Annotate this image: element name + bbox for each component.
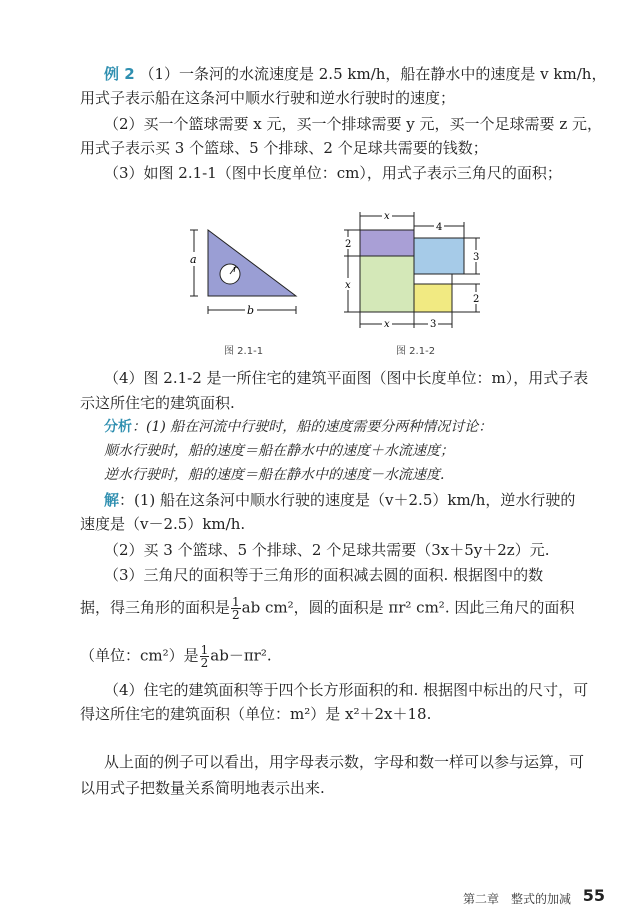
room-blue bbox=[414, 238, 464, 274]
chapter-footer: 第二章 整式的加减 bbox=[462, 892, 571, 906]
room-yellow bbox=[414, 284, 452, 312]
solution-s4-a: （4）住宅的建筑面积等于四个长方形面积的和. 根据图中标出的尺寸，可 bbox=[104, 681, 589, 699]
example-p1-a: （1）一条河的水流速度是 2.5 km/h，船在静水中的速度是 v km/h， bbox=[139, 65, 607, 83]
label-right-3: 3 bbox=[473, 252, 480, 263]
frac-denominator: 2 bbox=[232, 608, 240, 622]
analysis-label: 分析 bbox=[104, 419, 132, 435]
example-p3: （3）如图 2.1-1（图中长度单位：cm），用式子表示三角尺的面积； bbox=[104, 164, 562, 182]
example-p1-b: 用式子表示船在这条河中顺水行驶和逆水行驶时的速度； bbox=[80, 89, 456, 107]
page-number: 55 bbox=[582, 886, 605, 905]
triangle-shape bbox=[208, 230, 296, 296]
example-line-1 bbox=[104, 64, 606, 84]
room-purple bbox=[360, 230, 414, 256]
summary-b: 以用式子把数量关系简明地表示出来. bbox=[80, 779, 325, 797]
frac-numerator: 1 bbox=[232, 595, 240, 609]
figure-triangle-ruler bbox=[180, 222, 310, 320]
example-p2-b: 用式子表示买 3 个篮球、5 个排球、2 个足球共需要的钱数； bbox=[80, 139, 488, 157]
label-top-4: 4 bbox=[436, 222, 443, 233]
label-bottom-x: x bbox=[384, 319, 390, 330]
solution-s3-b-post: ab cm²，圆的面积是 πr² cm². 因此三角尺的面积 bbox=[241, 598, 575, 617]
label-left-2: 2 bbox=[345, 239, 352, 250]
label-top-x: x bbox=[384, 211, 390, 222]
solution-s3-c bbox=[80, 644, 272, 669]
analysis-l3: 逆水行驶时，船的速度＝船在静水中的速度－水流速度. bbox=[104, 467, 445, 483]
solution-line-1 bbox=[104, 490, 575, 510]
analysis-line-1 bbox=[104, 417, 492, 437]
solution-label: 解 bbox=[104, 491, 120, 509]
solution-s4-b: 得这所住宅的建筑面积（单位：m²）是 x²＋2x＋18. bbox=[80, 705, 432, 723]
fraction-one-half bbox=[231, 596, 241, 621]
fraction-one-half bbox=[200, 644, 210, 669]
analysis-l2: 顺水行驶时，船的速度＝船在静水中的速度＋水流速度； bbox=[104, 443, 454, 459]
example-p4-a: （4）图 2.1-2 是一所住宅的建筑平面图（图中长度单位：m），用式子表 bbox=[104, 369, 589, 387]
figure-floor-plan bbox=[336, 206, 496, 336]
figure-1-caption: 图 2.1-1 bbox=[224, 346, 264, 357]
example-label: 例 2 bbox=[104, 65, 135, 83]
solution-s2: （2）买 3 个篮球、5 个排球、2 个足球共需要（3x＋5y＋2z）元. bbox=[104, 541, 550, 559]
label-right-2: 2 bbox=[473, 294, 480, 305]
example-p2-a: （2）买一个篮球需要 x 元，买一个排球需要 y 元，买一个足球需要 z 元， bbox=[104, 115, 602, 133]
label-b: b bbox=[247, 304, 255, 317]
room-white-gap bbox=[414, 274, 452, 284]
solution-s3-a: （3）三角尺的面积等于三角形的面积减去圆的面积. 根据图中的数 bbox=[104, 566, 544, 584]
frac-denominator: 2 bbox=[200, 656, 209, 670]
solution-s3-b bbox=[80, 596, 574, 621]
solution-s3-c-post: ab－πr². bbox=[210, 646, 272, 665]
analysis-l1: ：(1) 船在河流中行驶时，船的速度需要分两种情况讨论： bbox=[132, 419, 493, 435]
room-green bbox=[360, 256, 414, 312]
label-bottom-3: 3 bbox=[430, 319, 437, 330]
solution-s1-a: ：(1) 船在这条河中顺水行驶的速度是（v＋2.5）km/h，逆水行驶的 bbox=[119, 491, 576, 509]
solution-s3-c-pre: （单位：cm²）是 bbox=[80, 646, 199, 665]
solution-s3-b-pre: 据，得三角形的面积是 bbox=[80, 598, 231, 617]
figure-2-caption: 图 2.1-2 bbox=[396, 346, 436, 357]
example-p4-b: 示这所住宅的建筑面积. bbox=[80, 394, 235, 412]
solution-s1-b: 速度是（v－2.5）km/h. bbox=[80, 515, 246, 533]
frac-numerator: 1 bbox=[200, 643, 209, 657]
summary-a: 从上面的例子可以看出，用字母表示数，字母和数一样可以参与运算，可 bbox=[104, 753, 585, 771]
label-a: a bbox=[190, 253, 197, 266]
label-left-x: x bbox=[345, 280, 351, 291]
label-r: r bbox=[233, 265, 238, 275]
